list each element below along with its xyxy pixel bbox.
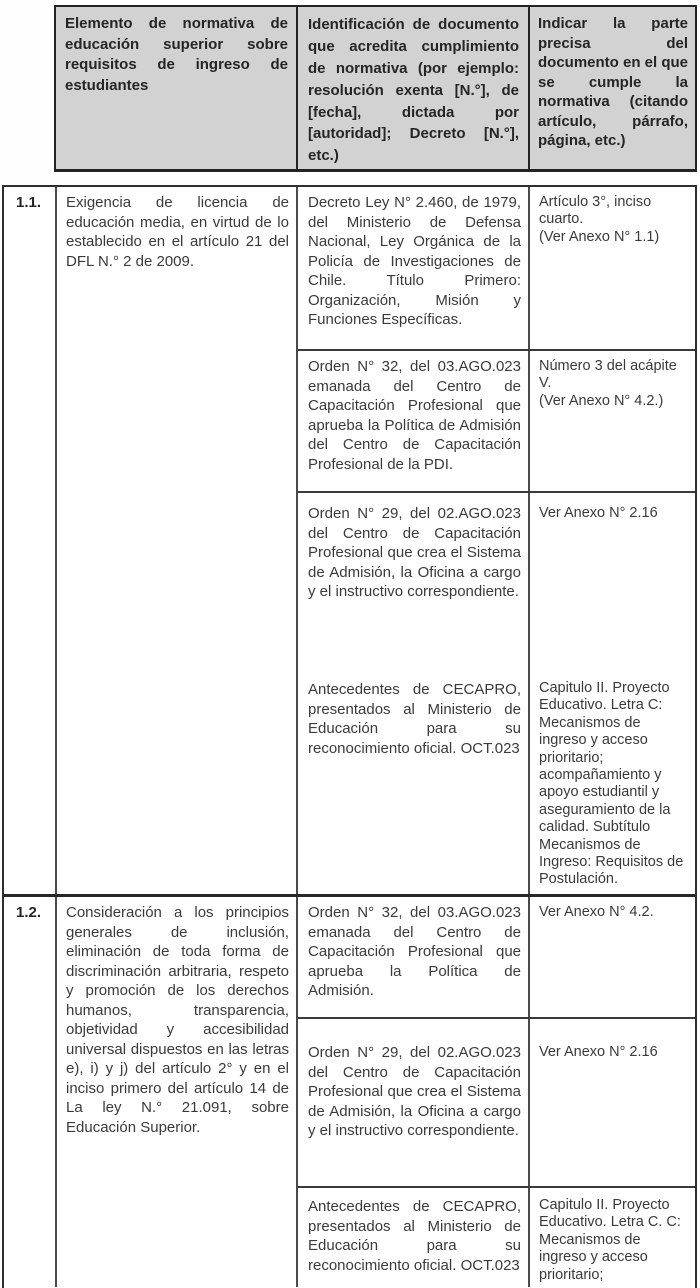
entry-row-merged [298,493,695,894]
entry-paragraph-row [298,493,695,671]
reference-cell: Ver Anexo N° 2.16 [539,1044,658,1060]
document-cell: Orden N° 29, del 02.AGO.023 del Centro de Capacitación Profesional que crea el Sistema de Admisión, la Oficina a cargo y el instructivo correspondiente. [298,493,530,671]
reference-cell: Capitulo II. Proyecto Educativo. Letra C. C: Mecanismos de ingreso y acceso prioritario; [539,1197,681,1283]
reference-cell: Ver Anexo N° 4.2. [539,904,654,920]
table-row-1-2 [4,897,695,1287]
table-header-row [54,5,697,172]
entry-row [298,897,695,1019]
row-number: 1.2. [4,897,57,1287]
document-cell: Orden N° 32, del 03.AGO.023 emanada del Centro de Capacitación Profesional que aprueba la Política de Admisión. [298,897,530,1017]
header-cell-identificacion: Identificación de documento que acredita cumplimiento de normativa (por ejemplo: resolución exenta [N.°], de [fecha], dictada por [autoridad]; Decreto [N.°], etc.) [298,7,530,169]
reference-cell: Ver Anexo N° 2.16 [539,505,658,521]
reference-line: (Ver Anexo N° 4.2.) [539,392,664,409]
header-cell-elemento: Elemento de normativa de educación superior sobre requisitos de ingreso de estudiantes [56,7,298,169]
reference-line: Número 3 del acápite V. [539,358,677,392]
reference-line: Artículo 3°, inciso cuarto. [539,194,652,228]
entry-row [298,187,695,351]
entries-column [298,897,695,1287]
element-cell: Exigencia de licencia de educación media, en virtud de lo establecido en el artículo 21 del DFL N.° 2 de 2009. [57,187,298,894]
entry-row [298,351,695,493]
reference-cell [530,187,695,349]
reference-cell: Capitulo II. Proyecto Educativo. Letra C: Mecanismos de ingreso y acceso prioritario; acompañamiento y apoyo estudiantil y aseguramiento de la calidad. Subtítulo Mecanismos de Ingreso: Requisitos de Postulación. [539,680,684,888]
entry-row [298,1019,695,1188]
entries-column [298,187,695,894]
entry-row [298,1188,695,1287]
reference-line: (Ver Anexo N° 1.1) [539,228,660,245]
document-cell: Decreto Ley N° 2.460, de 1979, del Ministerio de Defensa Nacional, Ley Orgánica de la Policía de Investigaciones de Chile. Título Primero: Organización, Misión y Funciones Específicas. [298,187,530,349]
row-number: 1.1. [4,187,57,894]
normativa-table-body [2,185,697,1288]
element-cell: Consideración a los principios generales de inclusión, eliminación de toda forma de discriminación arbitraria, respeto y promoción de los derechos humanos, transparencia, objetividad y accesibilidad universal dispuestos en las letras e), i) y j) del artículo 2° y en el inciso primero del artículo 14 de La ley N.° 21.091, sobre Educación Superior. [57,897,298,1287]
document-cell: Antecedentes de CECAPRO, presentados al Ministerio de Educación para su reconocimiento oficial. OCT.023 [298,1188,530,1287]
reference-cell [530,351,695,491]
entry-paragraph-row [298,671,695,894]
table-row-1-1 [4,187,695,897]
document-cell: Antecedentes de CECAPRO, presentados al Ministerio de Educación para su reconocimiento oficial. OCT.023 [298,671,530,894]
document-cell: Orden N° 32, del 03.AGO.023 emanada del Centro de Capacitación Profesional que aprueba la Política de Admisión del Centro de Capacitación Profesional de la PDI. [298,351,530,491]
document-cell: Orden N° 29, del 02.AGO.023 del Centro de Capacitación Profesional que crea el Sistema de Admisión, la Oficina a cargo y el instructivo correspondiente. [298,1019,530,1186]
header-cell-indicar: Indicar la parte precisa del documento en el que se cumple la normativa (citando artículo, párrafo, página, etc.) [530,7,695,169]
